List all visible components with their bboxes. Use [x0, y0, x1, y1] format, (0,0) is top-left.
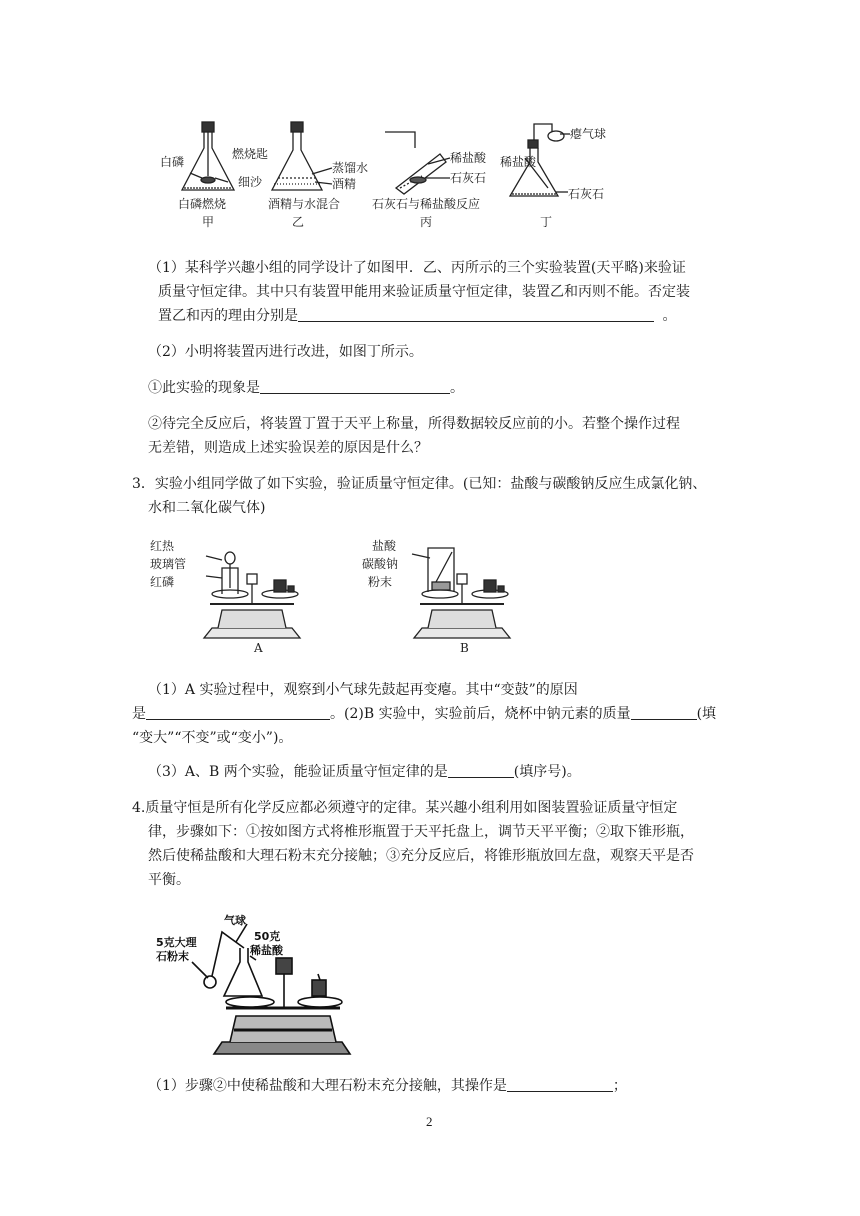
label-fine-sand: 细沙 — [238, 175, 263, 189]
q2-part4-line1: ②待完全反应后，将装置丁置于天平上称量，所得数据较反应前的小。若整个操作过程 — [148, 416, 680, 432]
label-distilled-water: 蒸馏水 — [332, 161, 369, 175]
id-bing: 丙 — [420, 215, 433, 229]
q3-stem-line2: 水和二氧化碳气体) — [148, 500, 266, 516]
label-acid-2: 稀盐酸 — [250, 944, 283, 957]
id-yi: 乙 — [292, 215, 305, 229]
figure-balances-a-b — [150, 532, 530, 656]
q2-part1-line1: （1）某科学兴趣小组的同学设计了如图甲．乙、丙所示的三个实验装置(天平略)来验证 — [148, 260, 686, 276]
q2-part1-line3-text: 置乙和丙的理由分别是 — [158, 308, 298, 324]
q2-part4-line2: 无差错，则造成上述实验误差的原因是什么？ — [148, 440, 428, 456]
label-sodium-carbonate: 碳酸钠 — [362, 557, 399, 571]
q4-stem-line1: 4.质量守恒是所有化学反应都必须遵守的定律。某兴趣小组利用如图装置验证质量守恒定 — [132, 800, 678, 816]
caption-bing: 石灰石与稀盐酸反应 — [372, 197, 481, 211]
q4-stem-line4: 平衡。 — [148, 872, 190, 888]
label-marble-1: 5克大理 — [156, 936, 197, 949]
q2-part3-period: 。 — [450, 380, 464, 396]
label-glass-tube: 玻璃管 — [150, 557, 187, 571]
label-alcohol: 酒精 — [332, 177, 357, 191]
label-dilute-hcl-bing: 稀盐酸 — [450, 151, 487, 165]
id-balance-b: B — [460, 641, 469, 655]
q3-part3-b: (填序号)。 — [513, 764, 581, 780]
q3-part1-line2-b: 。(2)B 实验中，实验前后，烧杯中钠元素的质量 — [330, 706, 631, 722]
page-number: 2 — [426, 1114, 433, 1129]
q3-stem-line1: 3．实验小组同学做了如下实验，验证质量守恒定律。(已知：盐酸与碳酸钠反应生成氯化钠、 — [132, 476, 707, 492]
marble-balance-illustration — [152, 912, 362, 1062]
label-powder: 粉末 — [368, 575, 393, 589]
figure-apparatus-jia-yi-bing-ding — [160, 118, 620, 236]
answer-blank-q3-2[interactable] — [631, 705, 697, 720]
answer-blank-q3-3[interactable] — [448, 763, 514, 778]
q2-part2: （2）小明将装置丙进行改进，如图丁所示。 — [148, 344, 423, 360]
label-balloon: 气球 — [224, 914, 246, 927]
q3-part1-line2-a: 是 — [132, 706, 146, 722]
apparatus-illustration — [160, 118, 620, 236]
answer-blank-q2-1[interactable] — [298, 307, 654, 322]
q4-stem-line2: 律，步骤如下：①按如图方式将椎形瓶置于天平托盘上，调节天平平衡；②取下锥形瓶， — [148, 824, 694, 840]
label-red-phosphorus: 红磷 — [150, 575, 175, 589]
label-red-hot: 红热 — [150, 539, 175, 553]
figure-marble-balance — [152, 912, 362, 1062]
label-limestone-bing: 石灰石 — [450, 171, 487, 185]
answer-blank-q4-1[interactable] — [507, 1077, 613, 1092]
caption-jia: 白磷燃烧 — [178, 197, 227, 211]
id-ding: 丁 — [540, 215, 553, 229]
q4-part1 — [148, 1076, 627, 1096]
q2-part1-period: 。 — [662, 308, 677, 324]
label-deflated-balloon: 瘪气球 — [570, 127, 607, 141]
q2-part1-line3 — [158, 306, 676, 326]
q4-part1-a: （1）步骤②中使稀盐酸和大理石粉末充分接触，其操作是 — [148, 1078, 507, 1094]
q2-part3 — [148, 378, 464, 398]
q3-part3 — [148, 762, 581, 782]
label-marble-2: 石粉末 — [156, 950, 189, 963]
q2-part3-text: ①此实验的现象是 — [148, 380, 260, 396]
q4-stem-line3: 然后使稀盐酸和大理石粉末充分接触；③充分反应后，将锥形瓶放回左盘，观察天平是否 — [148, 848, 694, 864]
answer-blank-q2-3[interactable] — [260, 379, 450, 394]
balances-illustration — [150, 532, 530, 656]
q3-part1-line1: （1）A 实验过程中，观察到小气球先鼓起再变瘪。其中“变鼓”的原因 — [148, 682, 578, 698]
q3-part1-line2 — [132, 704, 716, 724]
id-jia: 甲 — [202, 215, 215, 229]
label-white-phosphorus: 白磷 — [160, 155, 185, 169]
caption-yi: 酒精与水混合 — [268, 197, 341, 211]
label-dilute-hcl-ding: 稀盐酸 — [500, 155, 537, 169]
q3-part3-a: （3）A、B 两个实验，能验证质量守恒定律的是 — [148, 764, 448, 780]
label-combustion-spoon: 燃烧匙 — [232, 147, 269, 161]
q3-part1-line3: “变大”“不变”或“变小”)。 — [132, 730, 293, 746]
answer-blank-q3-1[interactable] — [146, 705, 330, 720]
q2-part1-line2: 质量守恒定律。其中只有装置甲能用来验证质量守恒定律，装置乙和丙则不能。否定装 — [158, 284, 690, 300]
id-balance-a: A — [254, 641, 263, 655]
label-hcl: 盐酸 — [372, 539, 397, 553]
q3-part1-line2-c: (填 — [696, 706, 717, 722]
label-limestone-ding: 石灰石 — [568, 187, 605, 201]
q4-part1-b: ； — [612, 1078, 627, 1094]
label-acid-1: 50克 — [254, 930, 281, 943]
